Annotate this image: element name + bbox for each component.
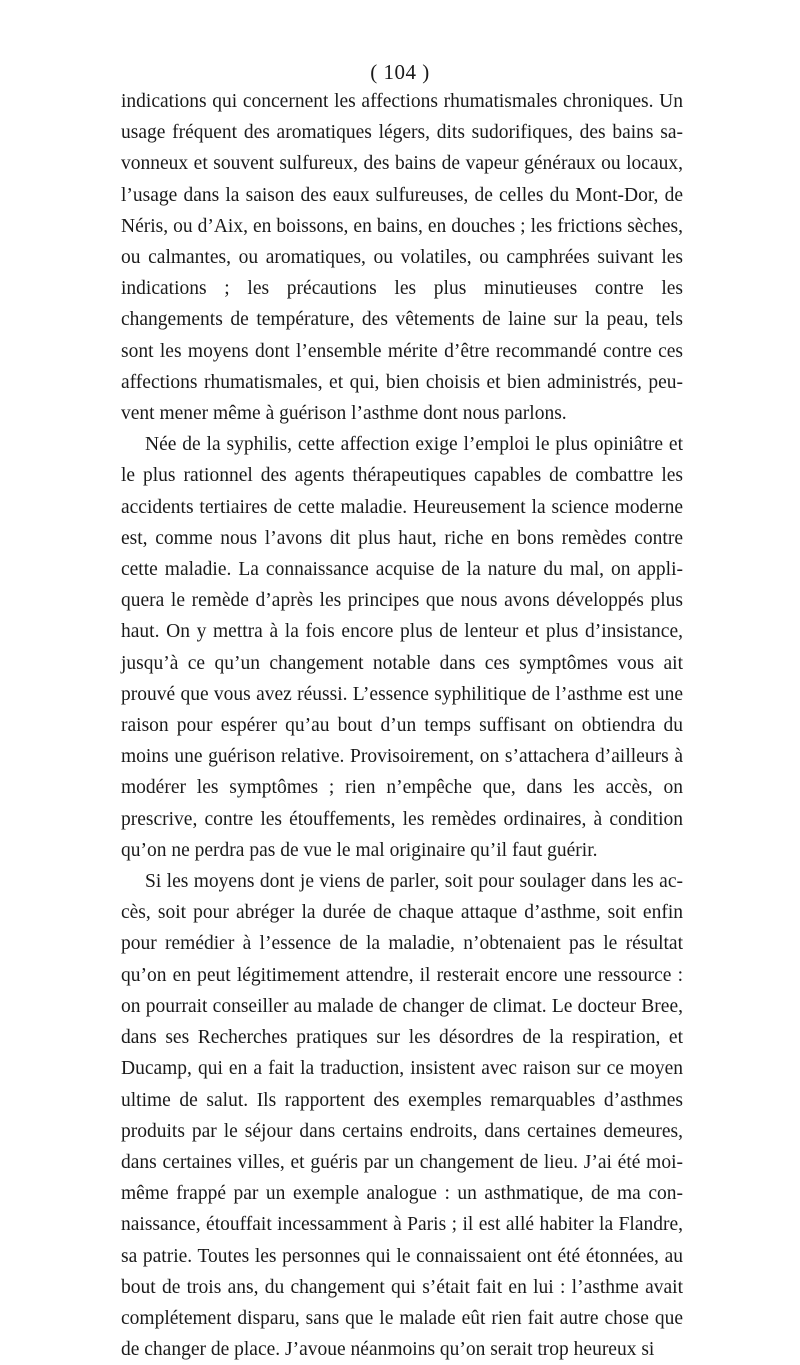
body-text	[121, 86, 683, 1365]
paragraph-climate: Si les moyens dont je viens de parler, soit pour soulager dans les accès, soit pour abréger la durée de chaque attaque d’asthme, soit enfin pour remédier à l’essence de la maladie, n’obtenaient pas le résultat qu’on en peut légitimement attendre, il resterait encore une ressource : on pourrait conseiller au malade de changer de climat. Le docteur Bree, dans ses Recherches pratiques sur les désordres de la respiration, et Ducamp, qui en a fait la traduction, insistent avec raison sur ce moyen ultime de salut. Ils rapportent des exemples remarquables d’asthmes produits par le séjour dans certains endroits, dans certaines demeures, dans certaines villes, et guéris par un changement de lieu. J’ai été moi-même frappé par un exemple analogue : un asthmatique, de ma connaissance, étouffait incessamment à Paris ; il est allé habiter la Flandre, sa patrie. Toutes les personnes qui le connaissaient ont été étonnées, au bout de trois ans, du changement qui s’était fait en lui : l’asthme avait complétement disparu, sans que le malade eût rien fait autre chose que de changer de place. J’avoue néanmoins qu’on serait trop heureux si	[121, 871, 683, 1361]
paragraph-continuation: indications qui concernent les affections rhumatismales chroniques. Un usage fréquent des aromatiques légers, dits sudorifiques, des bains savonneux et souvent sulfureux, des bains de vapeur généraux ou locaux, l’usage dans la saison des eaux sulfureuses, de celles du Mont-Dor, de Néris, ou d’Aix, en boissons, en bains, en douches ; les frictions sèches, ou calmantes, ou aromatiques, ou volatiles, ou camphrées suivant les indications ; les précautions les plus minutieuses contre les changements de température, des vêtements de laine sur la peau, tels sont les moyens dont l’ensemble mérite d’être recommandé contre ces affections rhumatismales, et qui, bien choisis et bien administrés, peuvent mener même à guérison l’asthme dont nous parlons.	[121, 91, 683, 425]
page-number: ( 104 )	[370, 60, 430, 84]
paragraph-syphilis: Née de la syphilis, cette affection exige l’emploi le plus opiniâtre et le plus rationnel des agents thérapeutiques capables de combattre les accidents tertiaires de cette maladie. Heureusement la science moderne est, comme nous l’avons dit plus haut, riche en bons remèdes contre cette maladie. La connaissance acquise de la nature du mal, on appliquera le remède d’après les principes que nous avons développés plus haut. On y mettra à la fois encore plus de lenteur et plus d’insistance, jusqu’à ce qu’un changement notable dans ces symptômes vous ait prouvé que vous avez réussi. L’essence syphilitique de l’asthme est une raison pour espérer qu’au bout d’un temps suffisant on obtiendra du moins une guérison relative. Provisoirement, on s’attachera d’ailleurs à modérer les symptômes ; rien n’empêche que, dans les accès, on prescrive, contre les étouffements, les remèdes ordinaires, à condition qu’on ne perdra pas de vue le mal originaire qu’il faut guérir.	[121, 434, 683, 861]
